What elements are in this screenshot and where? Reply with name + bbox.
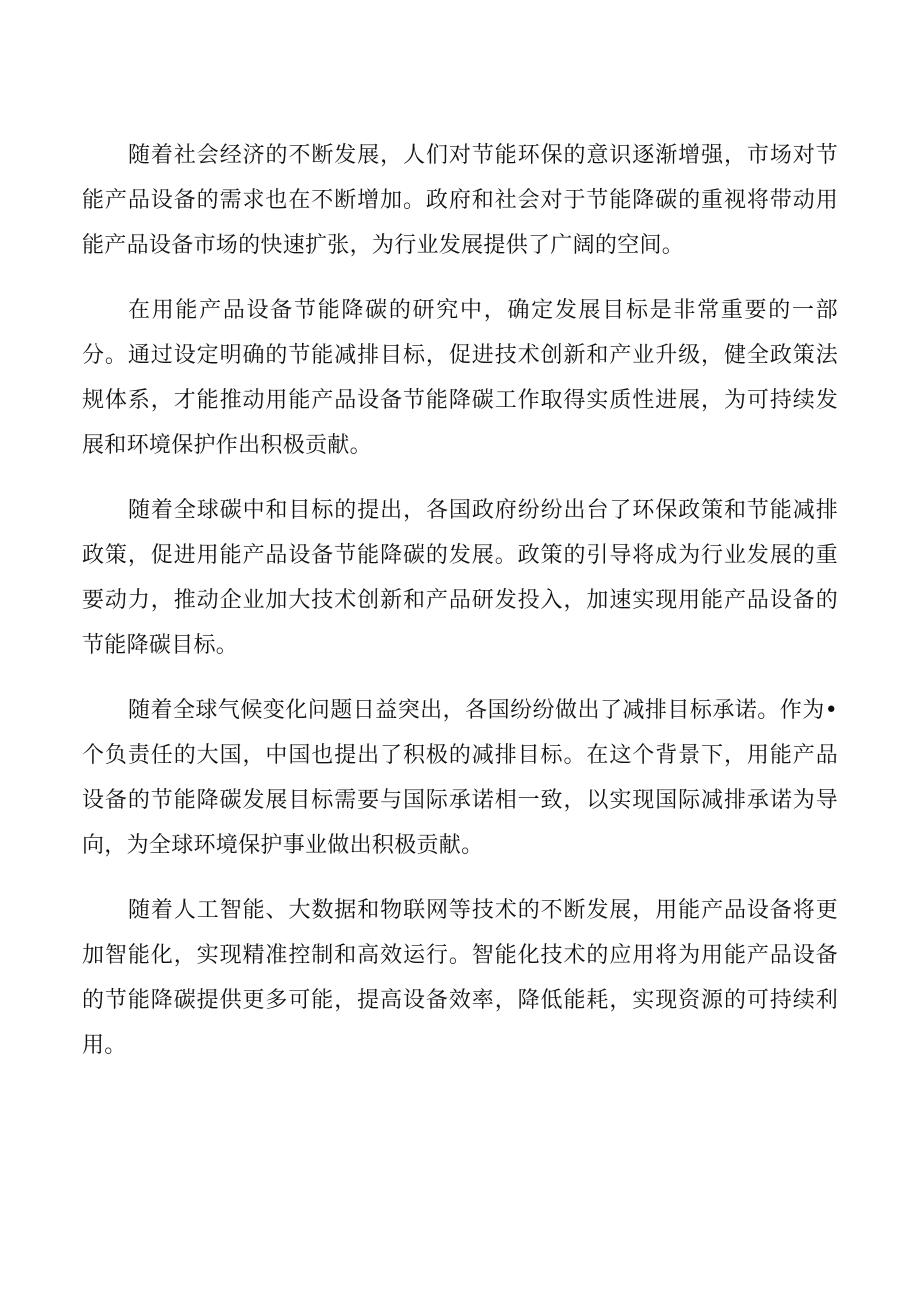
paragraph-5: 随着人工智能、大数据和物联网等技术的不断发展，用能产品设备将更加智能化，实现精准控制和高效运行。智能化技术的应用将为用能产品设备的节能降碳提供更多可能，提高设备效率，降低能耗，实现资源的可持续利用。	[82, 898, 838, 1058]
paragraph-2: 在用能产品设备节能降碳的研究中，确定发展目标是非常重要的一部分。通过设定明确的节能减排目标，促进技术创新和产业升级，健全政策法规体系，才能推动用能产品设备节能降碳工作取得实质性进展，为可持续发展和环境保护作出积极贡献。	[82, 298, 838, 458]
paragraph-4: 随着全球气候变化问题日益突出，各国纷纷做出了减排目标承诺。作为•个负责任的大国，中国也提出了积极的减排目标。在这个背景下，用能产品设备的节能降碳发展目标需要与国际承诺相一致，以实现国际减排承诺为导向，为全球环境保护事业做出积极贡献。	[82, 698, 838, 858]
paragraph-3: 随着全球碳中和目标的提出，各国政府纷纷出台了环保政策和节能减排政策，促进用能产品设备节能降碳的发展。政策的引导将成为行业发展的重要动力，推动企业加大技术创新和产品研发投入，加速实现用能产品设备的节能降碳目标。	[82, 498, 838, 658]
document-body	[82, 133, 838, 1088]
paragraph-1: 随着社会经济的不断发展，人们对节能环保的意识逐渐增强，市场对节能产品设备的需求也在不断增加。政府和社会对于节能降碳的重视将带动用能产品设备市场的快速扩张，为行业发展提供了广阔的空间。	[82, 143, 838, 258]
